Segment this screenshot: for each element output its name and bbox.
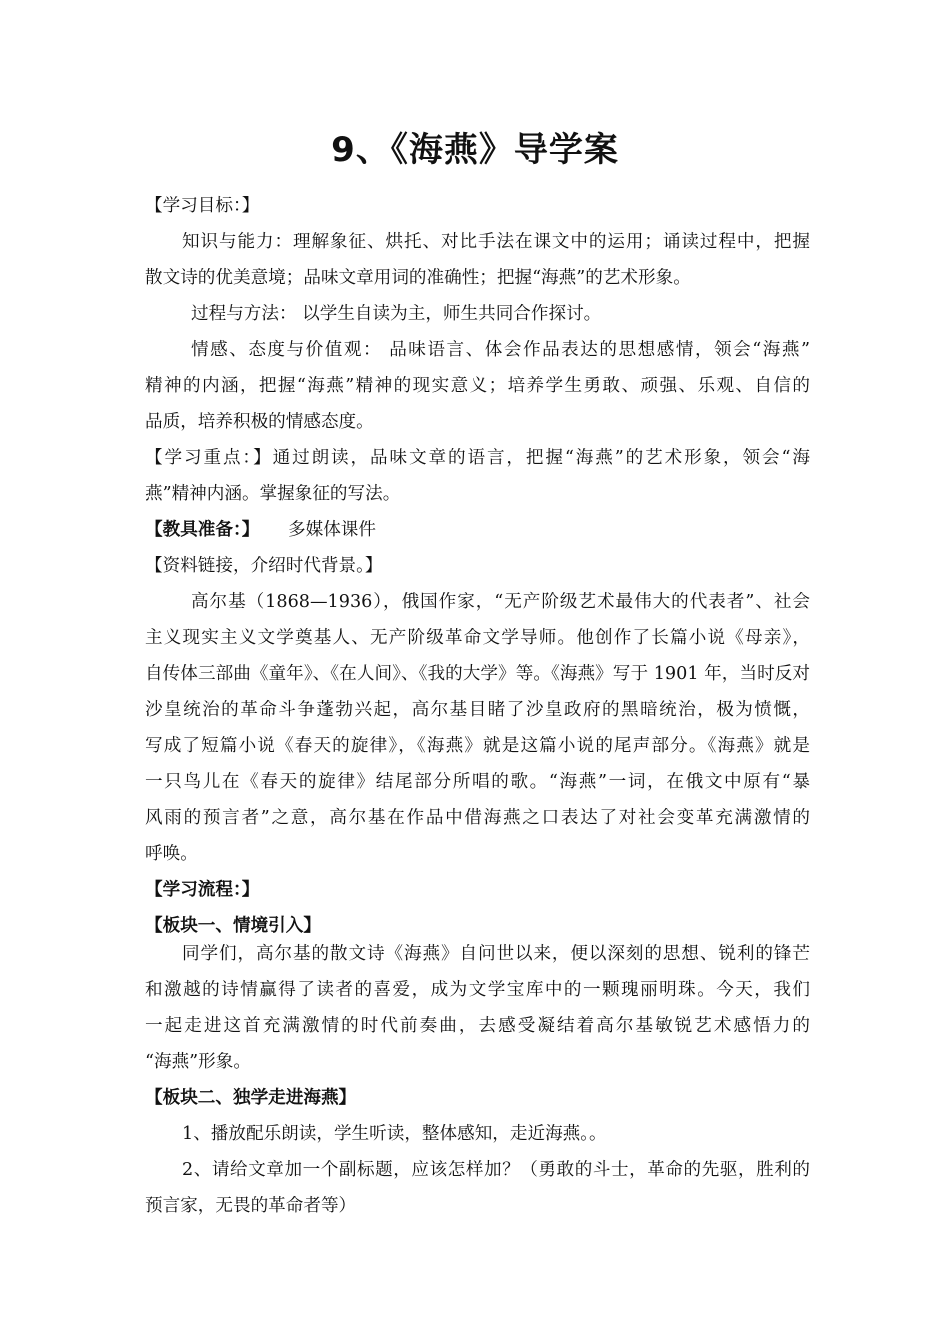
paragraph-line: 主义现实主义文学奠基人、无产阶级革命文学导师。他创作了长篇小说《母亲》， <box>145 628 810 648</box>
paragraph-line: 风雨的预言者”之意，高尔基在作品中借海燕之口表达了对社会变革充满激情的 <box>145 808 810 828</box>
paragraph-line: 【学习重点：】通过朗读，品味文章的语言，把握“海燕”的艺术形象，领会“海 <box>145 448 810 468</box>
section-heading-materials: 【教具准备：】 <box>145 519 260 540</box>
list-item-continuation: 预言家，无畏的革命者等） <box>145 1196 357 1216</box>
section-heading-block-one: 【板块一、情境引入】 <box>145 915 321 936</box>
document-title: 9、《海燕》导学案 <box>331 130 619 170</box>
materials-value: 多媒体课件 <box>288 520 376 540</box>
section-heading-background: 【资料链接，介绍时代背景。】 <box>145 556 383 576</box>
section-heading-objectives: 【学习目标：】 <box>145 196 260 216</box>
paragraph-line: 燕”精神内涵。掌握象征的写法。 <box>145 484 401 504</box>
paragraph-line: 过程与方法： 以学生自读为主，师生共同合作探讨。 <box>191 304 602 324</box>
paragraph-line: 自传体三部曲《童年》、《在人间》、《我的大学》等。《海燕》写于 1901 年，当时反对 <box>145 664 810 684</box>
paragraph-line: 和激越的诗情赢得了读者的喜爱，成为文学宝库中的一颗瑰丽明珠。今天，我们 <box>145 980 810 1000</box>
section-heading-process: 【学习流程：】 <box>145 879 260 900</box>
paragraph-line: 知识与能力：理解象征、烘托、对比手法在课文中的运用；诵读过程中，把握 <box>182 232 810 252</box>
paragraph-line: 高尔基（1868—1936），俄国作家，“无产阶级艺术最伟大的代表者”、社会 <box>191 592 810 612</box>
paragraph-line: 呼唤。 <box>145 844 198 864</box>
paragraph-line: 散文诗的优美意境；品味文章用词的准确性；把握“海燕”的艺术形象。 <box>145 268 691 288</box>
paragraph-line: 情感、态度与价值观： 品味语言、体会作品表达的思想感情，领会“海燕” <box>191 340 810 360</box>
list-item: 1、播放配乐朗读，学生听读，整体感知，走近海燕。。 <box>182 1124 607 1144</box>
paragraph-line: 精神的内涵，把握“海燕”精神的现实意义；培养学生勇敢、顽强、乐观、自信的 <box>145 376 810 396</box>
paragraph-line: 同学们，高尔基的散文诗《海燕》自问世以来，便以深刻的思想、锐利的锋芒 <box>182 944 810 964</box>
paragraph-line: “海燕”形象。 <box>145 1052 251 1072</box>
paragraph-line: 写成了短篇小说《春天的旋律》，《海燕》就是这篇小说的尾声部分。《海燕》就是 <box>145 736 810 756</box>
paragraph-line: 一起走进这首充满激情的时代前奏曲，去感受凝结着高尔基敏锐艺术感悟力的 <box>145 1016 810 1036</box>
section-heading-block-two: 【板块二、独学走进海燕】 <box>145 1087 357 1108</box>
paragraph-line: 一只鸟儿在《春天的旋律》结尾部分所唱的歌。“海燕”一词，在俄文中原有“暴 <box>145 772 810 792</box>
paragraph-line: 沙皇统治的革命斗争蓬勃兴起，高尔基目睹了沙皇政府的黑暗统治，极为愤慨， <box>145 700 810 720</box>
paragraph-line: 品质，培养积极的情感态度。 <box>145 412 374 432</box>
list-item: 2、请给文章加一个副标题，应该怎样加？（勇敢的斗士，革命的先驱，胜利的 <box>182 1160 810 1180</box>
